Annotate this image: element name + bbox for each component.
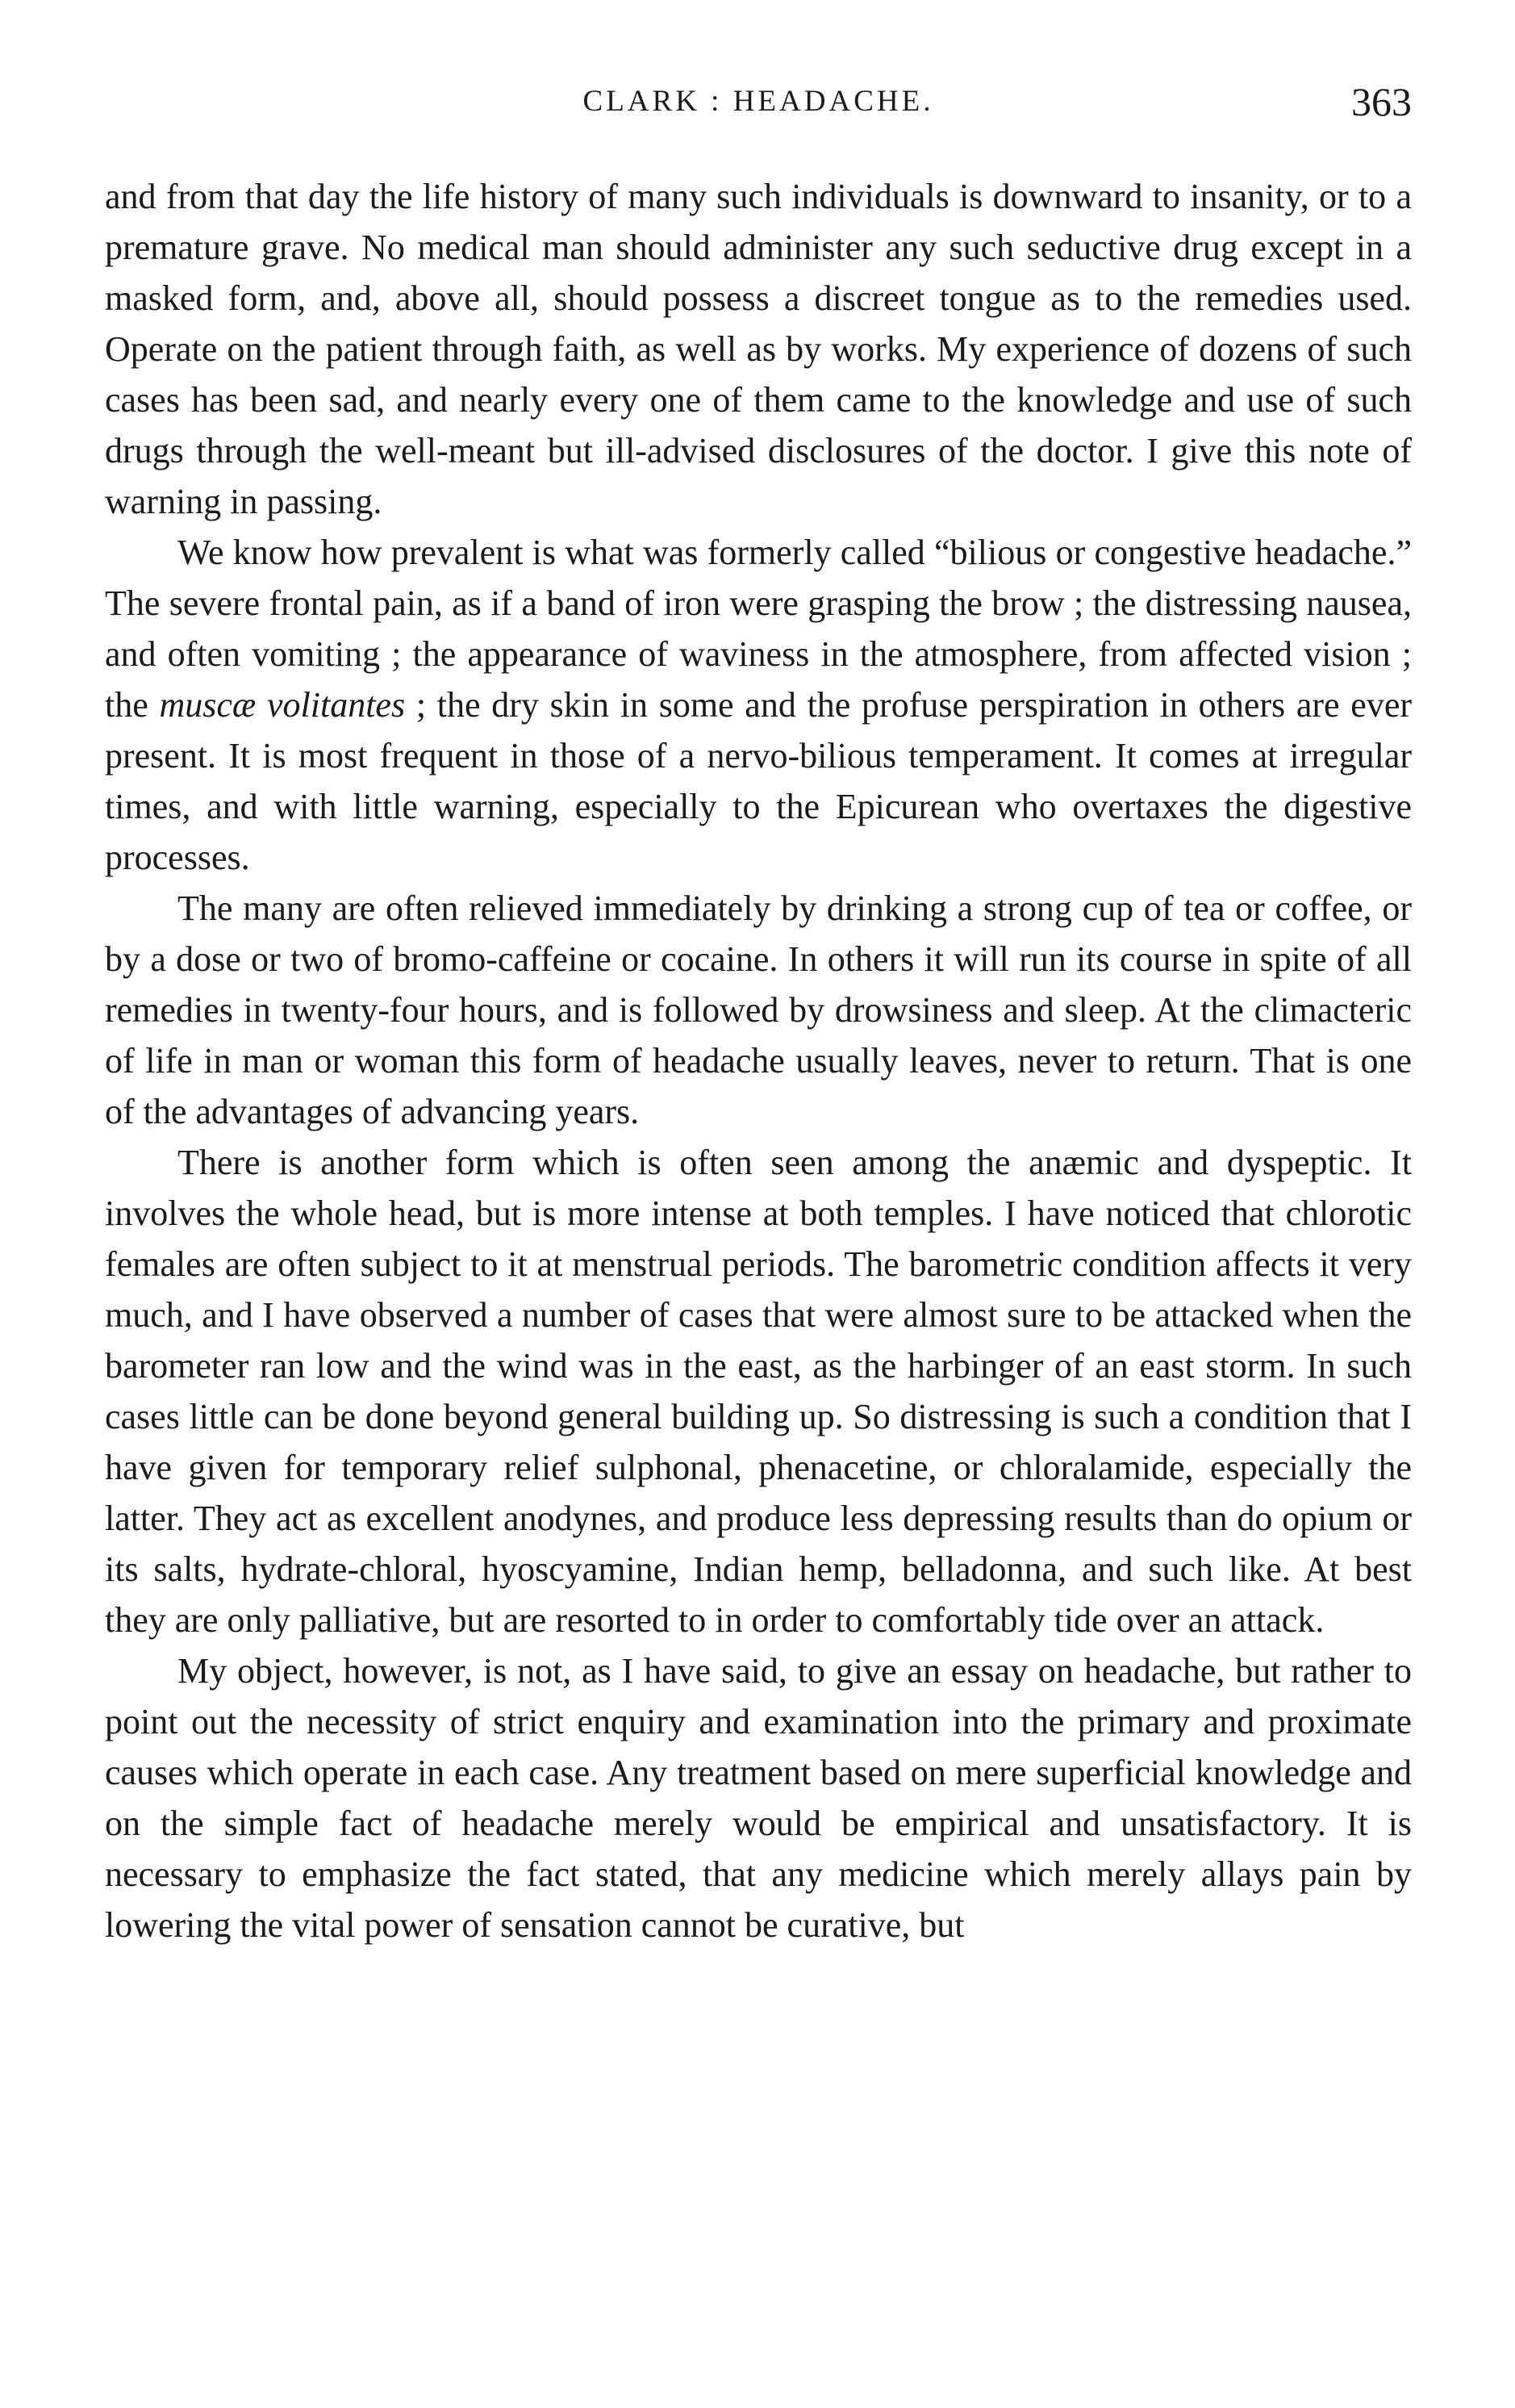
- page-number: 363: [1351, 79, 1412, 124]
- paragraph: [105, 1645, 1412, 1950]
- text-run: The many are often relieved immediately by drinking a strong cup of tea or coffee, or by a dose or two of bromo-caffeine or cocaine. In others it will run its course in spite of all remedies in twenty-four hours, and is followed by drowsiness and sleep. At the climacteric of life in man or woman this form of headache usually leaves, never to return. That is one of the advantages of advancing years.: [105, 888, 1412, 1131]
- text-run: ; the dry skin in some and the profuse perspiration in others are ever present. It is most frequent in those of a nervo-bilious temperament. It comes at irregular times, and with little warning, especially to the Epicurean who overtaxes the digestive processes.: [105, 685, 1413, 877]
- text-run: We know how prevalent is what was formerly called “bilious or congestive headache.” The severe frontal pain, as if a band of iron were grasping the brow ; the distressing nausea, and often vomiting ; the appearance of waviness in the atmosphere, from affected vision ; the: [105, 533, 1412, 725]
- italic-phrase: muscæ volitantes: [159, 685, 406, 725]
- body-text: [105, 171, 1412, 1950]
- paragraph: [105, 883, 1412, 1137]
- running-head: [105, 77, 1412, 126]
- paragraph: [105, 527, 1412, 883]
- text-run: There is another form which is often seen among the anæmic and dyspeptic. It involves the whole head, but is more intense at both temples. I have noticed that chlorotic females are often subject to it at menstrual periods. The barometric condition affects it very much, and I have observed a number of cases that were almost sure to be attacked when the barometer ran low and the wind was in the east, as the harbinger of an east storm. In such cases little can be done beyond general building up. So distressing is such a condition that I have given for temporary relief sulphonal, phenacetine, or chloralamide, especially the latter. They act as excellent anodynes, and produce less depressing results than do opium or its salts, hydrate-chloral, hyoscyamine, Indian hemp, belladonna, and such like. At best they are only palliative, but are resorted to in order to comfortably tide over an attack.: [105, 1143, 1412, 1640]
- paragraph: [105, 1137, 1412, 1645]
- text-run: My object, however, is not, as I have said, to give an essay on headache, but rather to point out the necessity of strict enquiry and examination into the primary and proximate causes which operate in each case. Any treatment based on mere superficial knowledge and on the simple fact of headache merely would be empirical and unsatisfactory. It is necessary to emphasize the fact stated, that any medicine which merely allays pain by lowering the vital power of sensation cannot be curative, but: [105, 1651, 1412, 1945]
- running-title: CLARK : HEADACHE.: [582, 85, 934, 118]
- paragraph: [105, 171, 1412, 527]
- text-run: and from that day the life history of many such individuals is downward to insanity, or to a premature grave. No medical man should administer any such seductive drug except in a masked form, and, above all, should possess a discreet tongue as to the remedies used. Operate on the patient through faith, as well as by works. My experience of dozens of such cases has been sad, and nearly every one of them came to the knowledge and use of such drugs through the well-meant but ill-advised disclosures of the doctor. I give this note of warning in passing.: [105, 177, 1412, 521]
